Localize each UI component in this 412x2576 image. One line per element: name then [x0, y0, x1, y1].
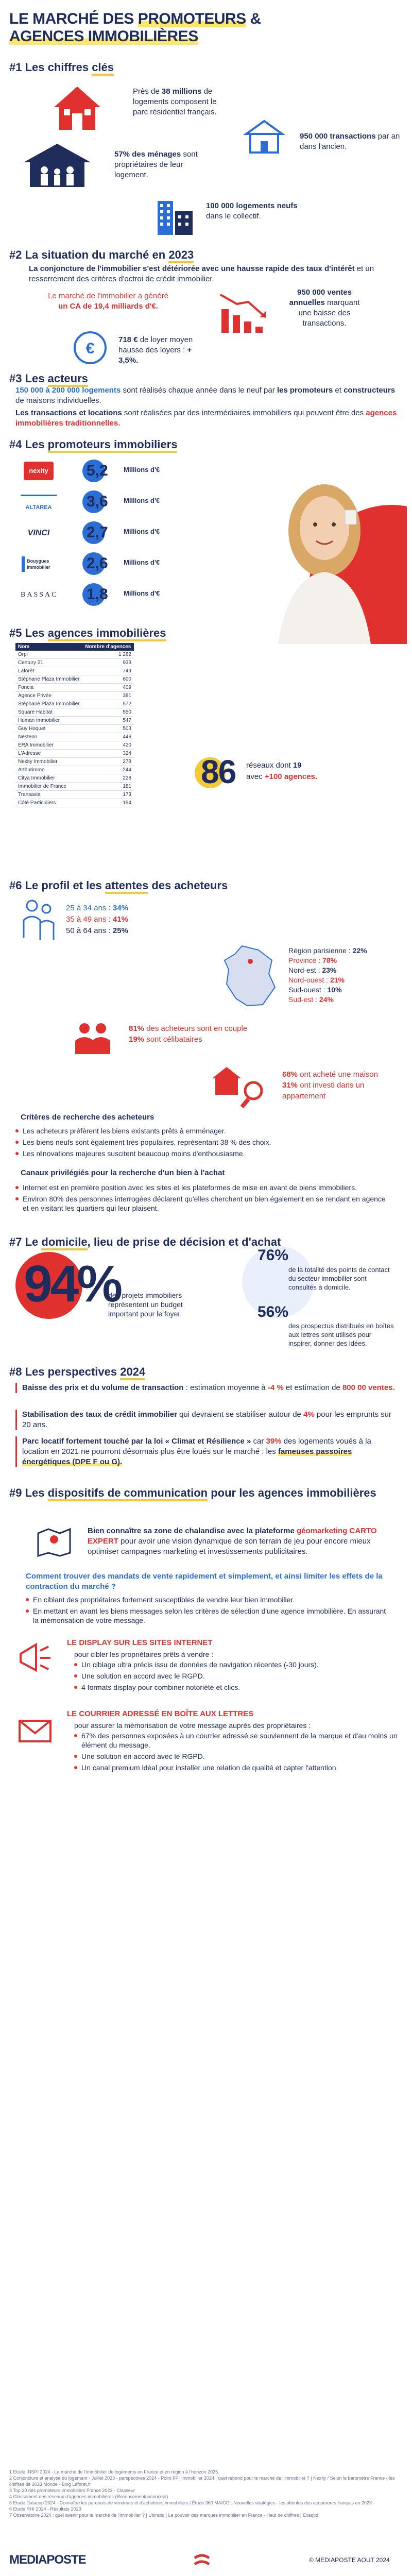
- geomarketing-text: Bien connaître sa zone de chalandise avec la plateforme géomarketing CARTO EXPERT pour avoir une vision dynamique de son terrain de jeu pour encore mieux optimiser campagnes marketing et investissements publicitaires.: [88, 1527, 377, 1556]
- agency-name: Human Immobilier: [15, 717, 82, 725]
- agency-name: Arthurimmo: [15, 766, 82, 774]
- display-title: LE DISPLAY SUR LES SITES INTERNET: [67, 1638, 213, 1647]
- agency-name: Century 21: [15, 659, 82, 667]
- promoteur-row: [21, 457, 196, 484]
- agency-count: 409: [82, 684, 134, 692]
- agency-count: 278: [82, 758, 134, 766]
- footnote: 2 Conjoncture et analyse du logement - Juillet 2023 - perspectives 2024 - Point FF l'immobilier 2024 : quel rebond pour le marché de l'immobilier ? | Nexity / Selon le baromètre France - les chiffres de 2023 Monde - Blog Laforet.fr: [9, 2476, 395, 2487]
- table-row: [15, 725, 134, 733]
- region-row: Nord-est : 23%: [288, 966, 337, 974]
- region-row: Nord-ouest : 21%: [288, 976, 345, 984]
- table-row: [15, 659, 134, 667]
- footnote: 1 Etude INSPI 2024 - Le marché de l'immobilier de logements en France et en région à l'horizon 2025.: [9, 2469, 219, 2475]
- mailbox-icon: [15, 1710, 57, 1752]
- canaux-list: [15, 1183, 386, 1215]
- col-nom: Nom: [15, 643, 82, 651]
- mandat-list: [26, 1595, 386, 1627]
- stat-neufs: 100 000 logements neufs dans le collectif.: [206, 201, 298, 221]
- value: 2,7: [87, 524, 108, 541]
- brand-logo: VINCI: [27, 529, 50, 537]
- agency-count: 572: [82, 700, 134, 708]
- big-percent-text: des projets immobiliers représentent un budget important pour le foyer.: [108, 1291, 183, 1318]
- stat-menages: 57% des ménages sont propriétaires de leur logement.: [114, 150, 198, 179]
- brand-logo: ALTAREA: [21, 495, 57, 510]
- table-row: [15, 675, 134, 684]
- criteres-title: Critères de recherche des acheteurs: [21, 1113, 154, 1122]
- table-row: [15, 758, 134, 766]
- agency-count: 749: [82, 667, 134, 675]
- table-row: [15, 733, 134, 741]
- stat-56-text: des prospectus distribués en boîtes aux lettres sont utilisés pour inspirer, donner des idées.: [288, 1322, 394, 1347]
- actors-p1: 150 000 à 200 000 logements sont réalisés chaque année dans le neuf par les promoteurs et constructeurs de maisons individuelles.: [15, 386, 396, 405]
- house-icon: [52, 82, 103, 134]
- brand-logo: nexity: [24, 462, 54, 480]
- mediaposte-mark-icon: [192, 2553, 212, 2568]
- big-percent: 94%: [24, 1255, 121, 1313]
- brand-logo: BASSAC: [21, 591, 58, 599]
- footnote: 4 Classement des réseaux d'agences immobilières (Recensementauconcept): [9, 2494, 168, 2499]
- section-2-title: #2 La situation du marché en 2023: [9, 248, 194, 262]
- agency-count: 181: [82, 783, 134, 791]
- agency-name: ERA Immobilier: [15, 741, 82, 750]
- table-row: [15, 684, 134, 692]
- couple-stat: 81% des acheteurs sont en couple 19% sont célibataires: [129, 1024, 248, 1044]
- footnote: 7 Observatoire 2024 : quel avenir pour le marché de l'immobilier ? | Ubiratiq | Le pouvoir des marques immobilier en France - Haut de chiffres | Exaqtid: [9, 2513, 318, 2518]
- promoteurs-list: [21, 457, 196, 612]
- agency-name: Laforêt: [15, 667, 82, 675]
- section-2-intro: La conjoncture de l'immobilier s'est détériorée avec une hausse rapide des taux d'intérêt et un resserrement des critères d'octroi de crédit immobilier.: [29, 264, 374, 283]
- canaux-title: Canaux privilégiés pour la recherche d'un bien à l'achat: [21, 1168, 225, 1177]
- perspective-1: Baisse des prix et du volume de transaction : estimation moyenne à -4 % et estimation de 800 00 ventes.: [15, 1383, 397, 1393]
- france-map-icon: [221, 943, 278, 1010]
- table-row: [15, 774, 134, 783]
- family-house-icon: [19, 142, 96, 188]
- age-row: 35 à 49 ans : 41%: [66, 915, 128, 924]
- unit: Millions d'€: [124, 589, 160, 597]
- courrier-title: LE COURRIER ADRESSÉ EN BOÎTE AUX LETTRES: [67, 1709, 254, 1718]
- criteres-list: [15, 1126, 397, 1160]
- stat-76: 76%: [258, 1247, 289, 1264]
- perspective-2: Stabilisation des taux de crédit immobilier qui devraient se stabiliser autour de 4% pour les emprunts sur 20 ans.: [15, 1410, 397, 1430]
- courrier-card: [67, 1709, 402, 1776]
- table-row: [15, 692, 134, 700]
- people-icon: [21, 896, 57, 943]
- agency-name: Immobilier de France: [15, 783, 82, 791]
- region-list: [288, 946, 367, 1005]
- table-row: [15, 717, 134, 725]
- stat-ca: Le marché de l'immobilier a généré un CA de 19,4 milliards d'€.: [48, 292, 168, 311]
- agency-count: 1 282: [82, 651, 134, 659]
- value: 2,6: [87, 555, 108, 572]
- list-item: 4 formats display pour combiner notoriété et clics.: [74, 1683, 393, 1692]
- promoteur-row: [21, 488, 196, 515]
- agency-count: 600: [82, 675, 134, 684]
- megaphone-icon: [15, 1638, 57, 1680]
- unit: Millions d'€: [124, 528, 160, 535]
- display-card: [67, 1638, 397, 1700]
- table-row: [15, 766, 134, 774]
- agency-name: Orpi: [15, 651, 82, 659]
- footnote: 5 Etude Datacop 2024 - Connaître les parcours de vendeurs et d'acheteurs immobiliers | Étude 360 MAICO : Nouvelles stratégies - les attentes des acquéreurs français en 2023: [9, 2500, 372, 2505]
- unit: Millions d'€: [124, 497, 160, 504]
- section-3-title: #3 Les acteurs: [9, 372, 88, 385]
- footnote: 3 Top 20 des promoteurs immobiliers France 2023 - Classeur: [9, 2488, 135, 2493]
- agency-count: 550: [82, 708, 134, 717]
- agency-name: Square Habitat: [15, 708, 82, 717]
- agency-name: Stéphane Plaza Immobilier: [15, 700, 82, 708]
- section-5-title: #5 Les agences immobilières: [9, 626, 166, 640]
- agency-name: Transaxia: [15, 791, 82, 799]
- courrier-sub: pour assurer la mémorisation de votre message auprès des propriétaires :: [74, 1721, 311, 1730]
- agency-name: Agence Privée: [15, 692, 82, 700]
- agency-count: 173: [82, 791, 134, 799]
- agency-count: 324: [82, 750, 134, 758]
- display-sub: pour cibler les propriétaires prêts à vendre :: [74, 1650, 214, 1658]
- list-item: Internet est en première position avec les sites et les plateformes de mise en avant de biens immobiliers.: [15, 1183, 386, 1192]
- table-row: [15, 700, 134, 708]
- building-icon: [241, 118, 287, 155]
- list-item: Environ 80% des personnes interrogées déclarent qu'elles cherchent un bien également en se rendant en agence et en visitant les quartiers qui leur plaisent.: [15, 1194, 386, 1213]
- display-list: [74, 1660, 393, 1694]
- region-row: Sud-est : 24%: [288, 995, 334, 1004]
- stat-56: 56%: [258, 1303, 289, 1320]
- stat-logements: Près de 38 millions de logements composent le parc résidentiel français.: [133, 87, 217, 116]
- stat-transactions: 950 000 transactions par an dans l'ancien.: [300, 132, 400, 151]
- map-pin-icon: [36, 1526, 72, 1557]
- list-item: Les rénovations majeures suscitent beaucoup moins d'enthousiasme.: [15, 1149, 397, 1158]
- agency-count: 446: [82, 733, 134, 741]
- tower-icon: [154, 196, 196, 237]
- woman-photo: [221, 448, 407, 644]
- agency-name: L'Adresse: [15, 750, 82, 758]
- footnotes: [9, 2469, 401, 2518]
- region-row: Sud-ouest : 10%: [288, 986, 342, 994]
- agency-count: 547: [82, 717, 134, 725]
- list-item: 67% des personnes exposées à un courrier adressé se souviennent de la marque et d'au moins un élément du message.: [74, 1731, 402, 1750]
- region-row: Province : 78%: [288, 956, 337, 964]
- mandat-question: Comment trouver des mandats de vente rapidement et simplement, et ainsi limiter les effets de la contraction du marché ?: [26, 1572, 383, 1591]
- agency-count: 933: [82, 659, 134, 667]
- list-item: Les acheteurs préfèrent les biens existants prêts à emménager.: [15, 1126, 397, 1136]
- list-item: Une solution en accord avec le RGPD.: [74, 1752, 402, 1761]
- list-item: Les biens neufs sont également très populaires, représentant 38 % des choix.: [15, 1138, 397, 1147]
- section-6-title: #6 Le profil et les attentes des acheteurs: [9, 879, 228, 892]
- age-list: [66, 903, 128, 937]
- agency-count: 244: [82, 766, 134, 774]
- network-text: réseaux dont 19 avec +100 agences.: [246, 761, 318, 781]
- age-row: 25 à 34 ans : 34%: [66, 904, 128, 912]
- page-title: LE MARCHÉ DES PROMOTEURS & AGENCES IMMOBILIÈRES: [9, 10, 261, 45]
- agency-name: Nestenn: [15, 733, 82, 741]
- agency-count: 503: [82, 725, 134, 733]
- agency-count: 420: [82, 741, 134, 750]
- list-item: Un canal premium idéal pour installer une relation de qualité et capter l'attention.: [74, 1763, 402, 1772]
- euro-icon: [72, 330, 108, 366]
- brand-logo: Bouygues Immobilier: [22, 556, 58, 572]
- value: 3,6: [87, 493, 108, 510]
- agency-name: Foncia: [15, 684, 82, 692]
- section-4-title: #4 Les promoteurs immobiliers: [9, 438, 177, 451]
- agency-name: Côté Particuliers: [15, 799, 82, 807]
- promoteur-row: [21, 550, 196, 577]
- unit: Millions d'€: [124, 466, 160, 473]
- section-9-title: #9 Les dispositifs de communication pour les agences immobilières: [9, 1486, 401, 1500]
- agency-count: 154: [82, 799, 134, 807]
- list-item: En ciblant des propriétaires fortement susceptibles de vendre leur bien immobilier.: [26, 1595, 386, 1604]
- stat-loyer: 718 € de loyer moyen hausse des loyers : + 3,5%.: [118, 335, 193, 365]
- couple-icon: [67, 1020, 118, 1056]
- actors-p2: Les transactions et locations sont réalisées par des intermédiaires immobiliers qui peuvent être des agences immobilières traditionnelles.: [15, 409, 397, 428]
- age-row: 50 à 64 ans : 25%: [66, 926, 128, 935]
- table-row: [15, 667, 134, 675]
- table-row: [15, 708, 134, 717]
- agency-name: Stéphane Plaza Immobilier: [15, 675, 82, 684]
- perspective-3: Parc locatif fortement touché par la loi « Climat et Résilience » car 39% des logements voués à la location en 2021 ne pourront désormais plus être loués sur le marché : les fameuses passoires énergétiques (DPE F ou G).: [15, 1436, 397, 1467]
- list-item: Une solution en accord avec le RGPD.: [74, 1671, 393, 1681]
- stat-ventes: 950 000 ventes annuelles marquant une baisse des transactions.: [289, 288, 360, 328]
- col-nombre: Nombre d'agences: [82, 643, 134, 651]
- unit: Millions d'€: [124, 558, 160, 566]
- housing-type-stat: 68% ont acheté une maison 31% ont investi dans un appartement: [282, 1070, 378, 1100]
- table-row: [15, 799, 134, 807]
- table-row: [15, 791, 134, 799]
- table-row: [15, 783, 134, 791]
- svg-text:€: €: [85, 340, 95, 357]
- chart-down-icon: [216, 289, 273, 335]
- section-8-title: #8 Les perspectives 2024: [9, 1365, 145, 1379]
- table-row: [15, 750, 134, 758]
- agency-count: 381: [82, 692, 134, 700]
- network-count: 86: [201, 753, 236, 790]
- agency-count: 228: [82, 774, 134, 783]
- list-item: En mettant en avant les biens messages selon les critères de sélection d'une agence immobilière. En assurant la mémorisation de votre message.: [26, 1606, 386, 1625]
- footnote: 6 Etude RHI 2024 - Résultats 2023: [9, 2506, 81, 2512]
- section-1-title: #1 Les chiffres clés: [9, 61, 114, 74]
- agences-table: [15, 643, 134, 807]
- stat-76-text: de la totalité des points de contact du secteur immobilier sont consultés à domicile.: [288, 1266, 390, 1291]
- region-row: Région parisienne : 22%: [288, 946, 367, 955]
- table-row: [15, 651, 134, 659]
- copyright: © MEDIAPOSTE AOUT 2024: [309, 2556, 390, 2564]
- list-item: Un ciblage ultra précis issu de données de navigation récentes (-30 jours).: [74, 1660, 393, 1669]
- promoteur-row: [21, 519, 196, 546]
- value: 1,8: [87, 586, 108, 603]
- promoteur-row: [21, 581, 196, 608]
- value: 5,2: [87, 462, 108, 479]
- table-row: [15, 741, 134, 750]
- courrier-list: [74, 1731, 402, 1774]
- key-house-icon: [211, 1064, 273, 1110]
- agency-name: Nexity Immobilier: [15, 758, 82, 766]
- brand-logo-footer: MEDIAPOSTE: [9, 2553, 86, 2567]
- section-7-title: #7 Le domicile, lieu de prise de décision et d'achat: [9, 1235, 281, 1249]
- agency-name: Citya Immobilier: [15, 774, 82, 783]
- agency-name: Guy Hoquet: [15, 725, 82, 733]
